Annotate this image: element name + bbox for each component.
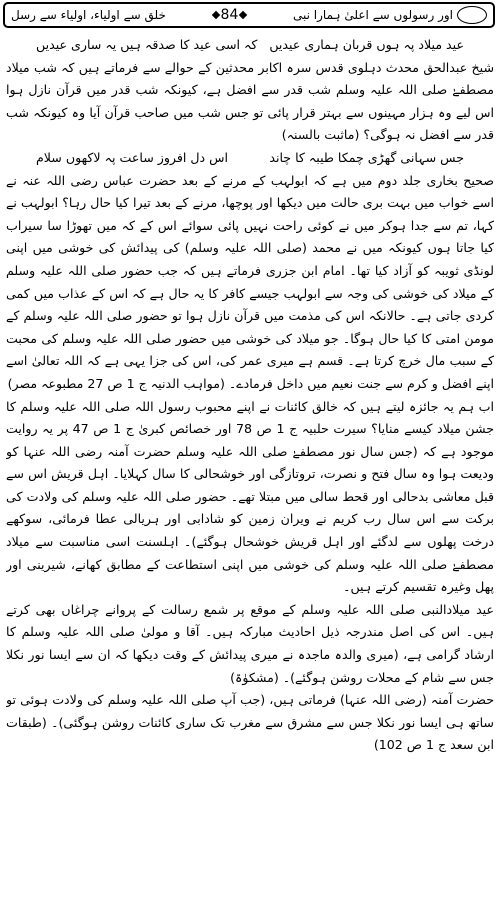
- paragraph-shab-e-qadr: شیخ عبدالحق محدث دہلوی قدس سرہ اکابر محدثین کے حوالے سے فرماتے ہیں کہ شب میلاد مصطفےٰ صلی اللہ علیہ وسلم شب قدر سے افضل ہے، کیونکہ شب قدر میں قرآن نازل ہوا اس لیے وہ ہزار مہینوں سے بہتر قرار پائی تو جس شب میں صاحب قرآن آیا وہ کیونکہ شب قدر سے افضل نہ ہوگی؟ (ماثبت بالسنہ): [6, 59, 494, 143]
- page-body: [6, 34, 494, 902]
- paragraph-hazrat-amina: حضرت آمنہ (رضی اللہ عنہا) فرماتی ہیں، (جب آپ صلی اللہ علیہ وسلم کی ولادت ہوئی تو ساتھ ہی ایسا نور نکلا جس سے مشرق سے مغرب تک ساری کائنات روشن ہوگئی)۔ (طبقات ابن سعد ج 1 ص 102): [6, 692, 494, 753]
- header-right-title: اور رسولوں سے اعلیٰ ہمارا نبی: [293, 8, 453, 22]
- couplet-2: [6, 147, 494, 170]
- paragraph-abu-lahab: صحیح بخاری جلد دوم میں ہے کہ ابولہب کے مرنے کے بعد حضرت عباس رضی اللہ عنہ نے اسے خواب میں بہت بری حالت میں دیکھا اور پوچھا، مرنے کے بعد تیرا کیا حال رہا؟ ابولہب نے کہا، تم سے جدا ہوکر میں نے کوئی راحت نہیں پائی سوائے اس کے کہ میں تھوڑا سا سیراب کیا جاتا ہوں کیونکہ میں نے محمد (صلی اللہ علیہ وسلم) کی پیدائش کی خوشی میں اپنی لونڈی ثویبہ کو آزاد کیا تھا۔ امام ابن جزری فرماتے ہیں کہ جب حضور صلی اللہ علیہ وسلم کے میلاد کی خوشی کی وجہ سے ابولہب جیسے کافر کا یہ حال ہے کہ اس کے عذاب میں کمی کردی جاتی ہے۔ حالانکہ اس کی مذمت میں قرآن نازل ہوا تو حضور صلی اللہ علیہ وسلم کے مومن امتی کا کیا حال ہوگا۔ جو میلاد کی خوشی میں حضور صلی اللہ علیہ وسلم کی محبت کے سبب مال خرچ کرتا ہے۔ قسم ہے میری عمر کی، اس کی جزا یہی ہے کہ اللہ تعالیٰ اسے اپنے افضل و کرم سے جنت نعیم میں داخل فرمادے۔ (مواہب الدنیہ ج 1 ص 27 مطبوعہ مصر): [6, 172, 494, 391]
- couplet-2-first-line: جس سہانی گھڑی چمکا طیبہ کا چاند: [269, 149, 464, 165]
- header-right: [293, 6, 487, 24]
- couplet-1: [6, 34, 494, 57]
- couplet-1-first-line: عید میلاد پہ ہوں قربان ہماری عیدیں: [269, 37, 464, 52]
- running-header: [3, 2, 495, 28]
- page-number: 84: [220, 7, 239, 23]
- header-left-title: خلق سے اولیاء، اولیاء سے رسل: [11, 8, 166, 22]
- diamond-ornament-icon: [239, 11, 247, 19]
- couplet-1-second-line: کہ اسی عید کا صدقہ ہیں یہ ساری عیدیں: [36, 37, 258, 52]
- paragraph-illumination: عید میلادالنبی صلی اللہ علیہ وسلم کے موقع پر شمع رسالت کے پروانے چراغاں بھی کرتے ہیں۔ اس کی اصل مندرجہ ذیل احادیث مبارکہ ہیں۔ آقا و مولیٰ صلی اللہ علیہ وسلم کا ارشاد گرامی ہے، (میری والدہ ماجدہ نے میری پیدائش کے وقت دیکھا کہ ان سے ایسا نور نکلا جس سے شام کے محلات روشن ہوگئے)۔ (مشکوٰۃ): [6, 601, 494, 685]
- paragraph-year-of-prosperity: اب ہم یہ جائزہ لیتے ہیں کہ خالق کائنات نے اپنے محبوب رسول اللہ صلی اللہ علیہ وسلم کا جشن میلاد کیسے منایا؟ سیرت حلبیہ ج 1 ص 78 اور خصائص کبریٰ ج 1 ص 47 پر یہ روایت موجود ہے کہ (جس سال نور مصطفےٰ صلی اللہ علیہ وسلم حضرت آمنہ رضی اللہ عنہا کو ودیعت ہوا وہ سال فتح و نصرت، تروتازگی اور خوشحالی کا سال کہلایا۔ اہل قریش اس سے قبل معاشی بدحالی اور قحط سالی میں مبتلا تھے۔ حضور صلی اللہ علیہ وسلم کی ولادت کی برکت سے اس سال رب کریم نے ویران زمین کو شادابی اور ہریالی عطا فرمائی، سوکھے درخت پھلوں سے لدگئے اور اہل قریش خوشحال ہوگئے)۔ اہلسنت اسی مناسبت سے میلاد مصطفےٰ صلی اللہ علیہ وسلم کی خوشی میں اپنی استطاعت کے مطابق کھانے، شیرینی اور پھل وغیرہ تقسیم کرتے ہیں۔: [6, 398, 494, 595]
- page-number-box: [213, 7, 247, 23]
- couplet-2-second-line: اس دل افروز ساعت پہ لاکھوں سلام: [36, 149, 229, 165]
- salutation-seal-icon: [457, 6, 487, 24]
- diamond-ornament-icon: [211, 11, 219, 19]
